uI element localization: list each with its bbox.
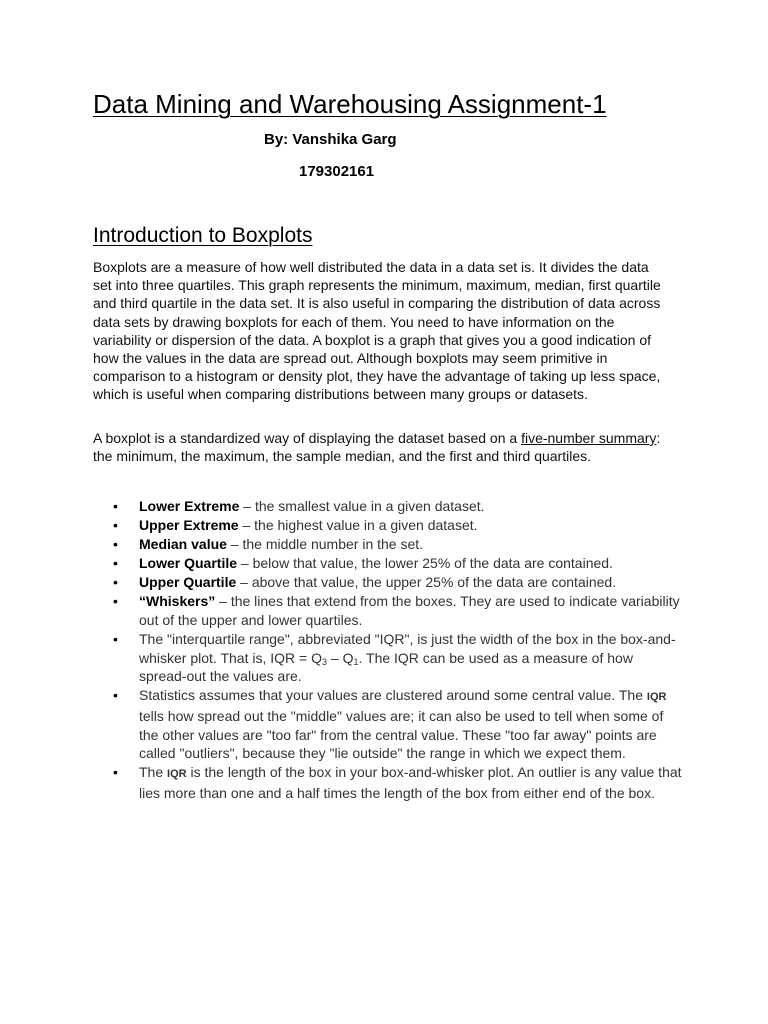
- bullet-icon: •: [113, 764, 118, 781]
- list-item: [93, 573, 683, 592]
- five-number-paragraph: [93, 429, 668, 465]
- term-label: Lower Quartile: [139, 555, 238, 572]
- term-label: Upper Extreme: [139, 517, 239, 534]
- list-item: [93, 554, 683, 573]
- outlier-text-end: is the length of the box in your box-and-whisker plot. An outlier is any value that lies more than one and a half times the length of the box from either end of the box.: [139, 764, 682, 801]
- list-item: [93, 630, 683, 686]
- term-description: – the highest value in a given dataset.: [238, 517, 478, 534]
- term-label: Upper Quartile: [139, 574, 237, 591]
- bullet-icon: •: [113, 687, 118, 704]
- iqr-text-end: . The IQR can be used as a measure of how spread-out the values are.: [139, 649, 633, 685]
- author-byline: By: Vanshika Garg: [264, 131, 397, 148]
- list-item: [93, 497, 683, 516]
- term-description: – below that value, the lower 25% of the data are contained.: [237, 555, 613, 572]
- bullet-icon: •: [113, 631, 118, 648]
- paragraph-text-end: : the minimum, the maximum, the sample median, and the first and third quartiles.: [93, 430, 661, 465]
- bullet-icon: •: [113, 555, 118, 572]
- bullet-icon: •: [113, 536, 118, 553]
- five-number-summary-link[interactable]: five-number summary: [521, 430, 657, 446]
- stats-text-end: tells how spread out the "middle" values are; it can also be used to tell when some of the other values are "too far" from the central value. These "too far away" points are called "outliers", because they "lie outside" the range in which we expect them.: [139, 708, 664, 762]
- term-description: – the lines that extend from the boxes. They are used to indicate variability out of the upper and lower quartiles.: [139, 593, 680, 629]
- subscript-three: 3: [321, 656, 327, 667]
- term-label: Median value: [139, 536, 227, 553]
- iqr-abbreviation: IQR: [646, 691, 667, 704]
- outlier-text-start: The: [139, 764, 168, 781]
- iqr-text-start: The "interquartile range", abbreviated "IQR", is just the width of the box in the box-and-whisker plot. That is, IQR = Q: [139, 631, 676, 666]
- bullet-icon: •: [113, 593, 118, 610]
- list-item: [93, 516, 683, 535]
- bullet-icon: •: [113, 517, 118, 534]
- roll-number: 179302161: [299, 163, 375, 180]
- boxplot-terms-list: [93, 497, 683, 803]
- iqr-text-dash: – Q: [327, 649, 354, 666]
- term-label: “Whiskers”: [139, 593, 216, 610]
- intro-paragraph: Boxplots are a measure of how well distributed the data in a data set is. It divides the data set into three quartiles. This graph represents the minimum, maximum, median, first quartile and third quartile in the data set. It is also useful in comparing the distribution of data across data sets by drawing boxplots for each of them. You need to have information on the variability or dispersion of the data. A boxplot is a graph that gives you a good indication of how the values in the data are spread out. Although boxplots may seem primitive in comparison to a histogram or density plot, they have the advantage of taking up less space, which is useful when comparing distributions between many groups or datasets.: [93, 259, 661, 403]
- list-item: [93, 686, 683, 762]
- term-description: – above that value, the upper 25% of the data are contained.: [236, 574, 617, 591]
- term-label: Lower Extreme: [139, 498, 240, 514]
- bullet-icon: •: [113, 498, 118, 514]
- list-item: [93, 535, 683, 554]
- paragraph-text-start: A boxplot is a standardized way of displaying the dataset based on a: [93, 430, 522, 446]
- bullet-icon: •: [113, 574, 118, 591]
- stats-text-start: Statistics assumes that your values are clustered around some central value. The: [139, 687, 647, 704]
- document-title: Data Mining and Warehousing Assignment-1: [93, 89, 607, 119]
- term-description: – the middle number in the set.: [226, 536, 424, 553]
- list-item: [93, 763, 683, 802]
- list-item: [93, 592, 683, 629]
- iqr-abbreviation: IQR: [167, 768, 187, 781]
- section-heading: Introduction to Boxplots: [93, 224, 313, 247]
- subscript-one: 1: [353, 656, 359, 667]
- term-description: – the smallest value in a given dataset.: [239, 498, 485, 514]
